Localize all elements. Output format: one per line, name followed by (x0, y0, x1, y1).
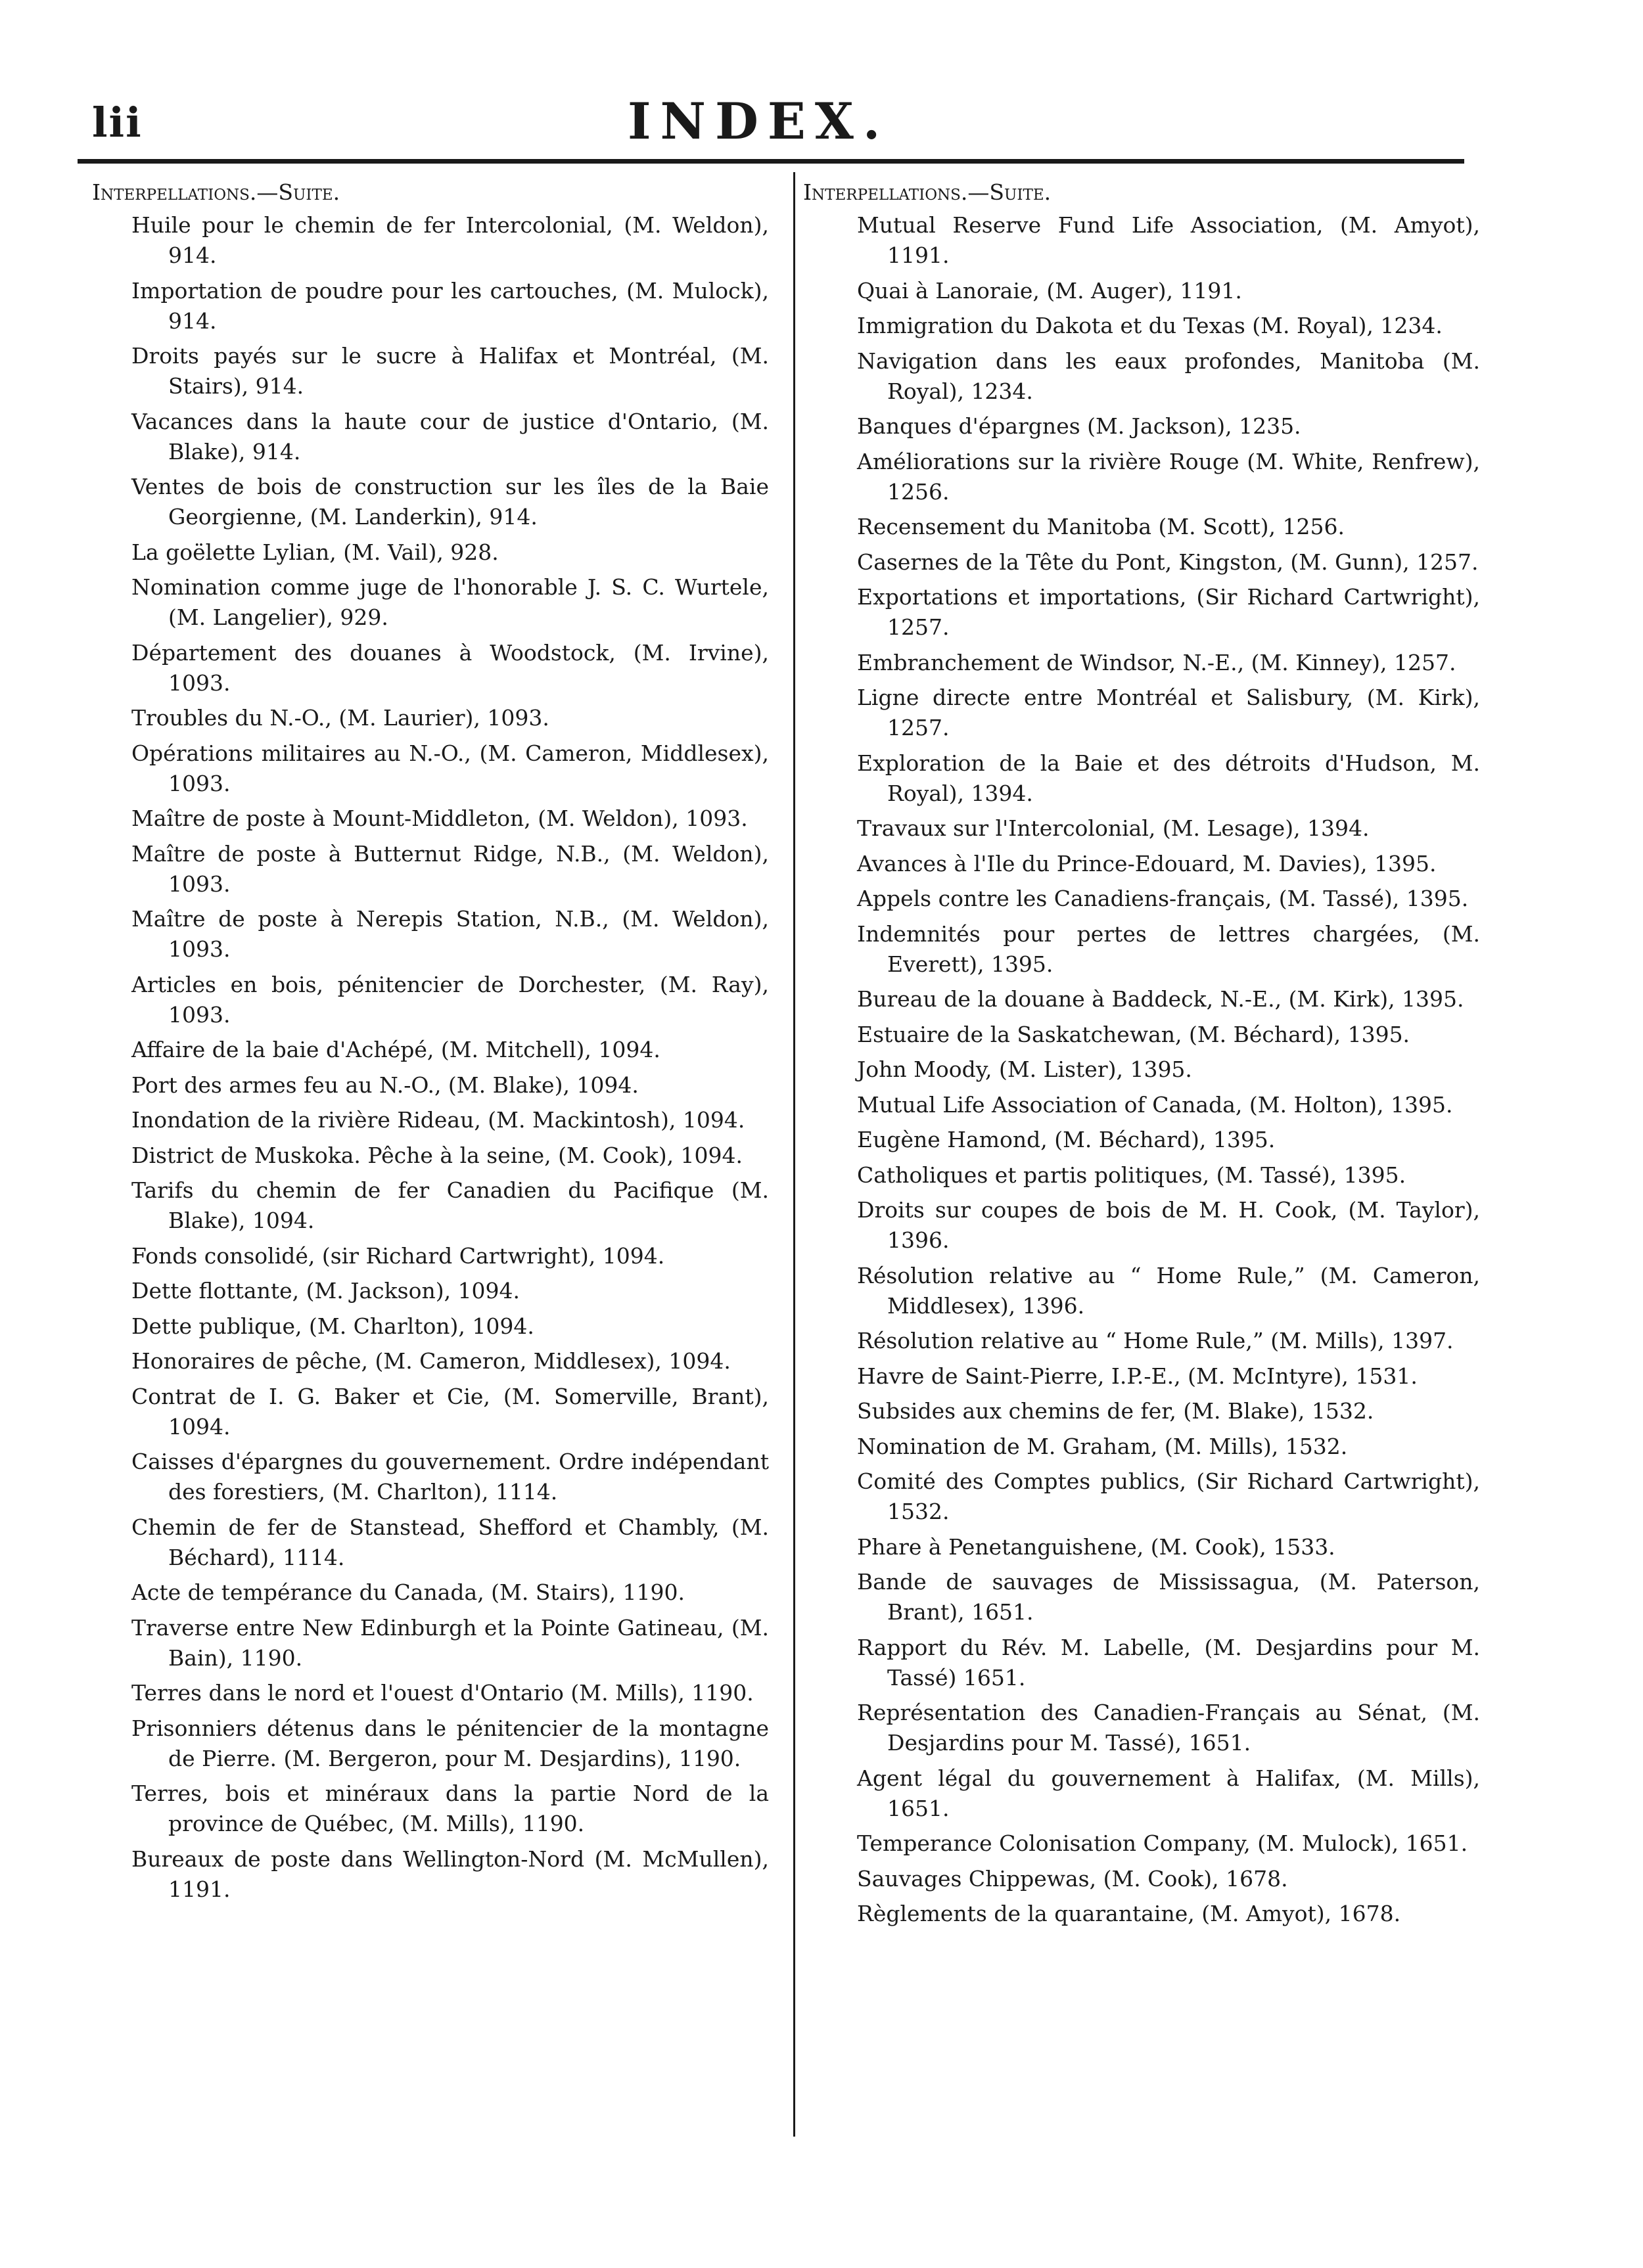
index-entry: Améliorations sur la rivière Rouge (M. White, Renfrew), 1256. (857, 448, 1480, 505)
index-entry: Ligne directe entre Montréal et Salisbury, (M. Kirk), 1257. (857, 685, 1480, 740)
index-entry: Mutual Life Association of Canada, (M. Holton), 1395. (857, 1091, 1453, 1118)
index-entry: Avances à l'Ile du Prince-Edouard, M. Davies), 1395. (857, 850, 1437, 876)
index-entry: Phare à Penetanguishene, (M. Cook), 1533. (857, 1533, 1335, 1560)
index-entry: Agent légal du gouvernement à Halifax, (M. Mills), 1651. (857, 1765, 1480, 1821)
index-entry: Droits sur coupes de bois de M. H. Cook, (M. Taylor), 1396. (857, 1197, 1480, 1253)
index-entry: Acte de tempérance du Canada, (M. Stairs), 1190. (131, 1579, 685, 1605)
index-entry: Estuaire de la Saskatchewan, (M. Béchard), 1395. (857, 1021, 1410, 1047)
index-entry: Vacances dans la haute cour de justice d'Ontario, (M. Blake), 914. (131, 408, 769, 465)
index-entry: Huile pour le chemin de fer Intercolonial, (M. Weldon), 914. (131, 212, 769, 268)
index-entry: Immigration du Dakota et du Texas (M. Royal), 1234. (857, 313, 1443, 338)
right-column-heading: Interpellations.—Suite. (803, 179, 1052, 205)
index-entry: Caisses d'épargnes du gouvernement. Ordre indépendant des forestiers, (M. Charlton), 1114. (131, 1449, 769, 1505)
index-entry: Navigation dans les eaux profondes, Manitoba (M. Royal), 1234. (857, 348, 1480, 404)
left-entry-list (92, 210, 769, 1905)
index-entry: Affaire de la baie d'Achépé, (M. Mitchell), 1094. (131, 1037, 660, 1062)
index-entry: Résolution relative au “ Home Rule,” (M. Cameron, Middlesex), 1396. (857, 1262, 1480, 1319)
header-rule (78, 159, 1464, 164)
index-entry: Articles en bois, pénitencier de Dorchester, (M. Ray), 1093. (131, 971, 769, 1028)
index-entry: Exportations et importations, (Sir Richard Cartwright), 1257. (857, 584, 1480, 640)
index-entry: Exploration de la Baie et des détroits d'Hudson, M. Royal), 1394. (857, 750, 1480, 806)
index-entry: Maître de poste à Mount-Middleton, (M. Weldon), 1093. (131, 805, 748, 831)
index-entry: Traverse entre New Edinburgh et la Pointe Gatineau, (M. Bain), 1190. (131, 1614, 769, 1671)
page-number: lii (92, 99, 143, 147)
index-entry: Sauvages Chippewas, (M. Cook), 1678. (857, 1865, 1288, 1892)
index-entry: Règlements de la quarantaine, (M. Amyot), 1678. (857, 1901, 1401, 1926)
index-entry: Mutual Reserve Fund Life Association, (M. Amyot), 1191. (857, 212, 1480, 268)
index-entry: Bureau de la douane à Baddeck, N.-E., (M. Kirk), 1395. (857, 986, 1464, 1012)
index-entry: Bande de sauvages de Mississagua, (M. Paterson, Brant), 1651. (857, 1569, 1480, 1625)
index-entry: Honoraires de pêche, (M. Cameron, Middlesex), 1094. (131, 1348, 731, 1374)
index-entry: Maître de poste à Butternut Ridge, N.B., (M. Weldon), 1093. (131, 840, 769, 897)
index-entry: Dette publique, (M. Charlton), 1094. (131, 1313, 534, 1339)
index-entry: Recensement du Manitoba (M. Scott), 1256. (857, 514, 1345, 539)
column-divider (793, 172, 795, 2137)
left-column-heading: Interpellations.—Suite. (92, 179, 340, 205)
index-entry: Inondation de la rivière Rideau, (M. Mackintosh), 1094. (131, 1107, 745, 1133)
index-entry: Temperance Colonisation Company, (M. Mulock), 1651. (857, 1830, 1468, 1856)
right-entry-list (803, 210, 1480, 1929)
index-entry: Quai à Lanoraie, (M. Auger), 1191. (857, 277, 1242, 304)
index-entry: District de Muskoka. Pêche à la seine, (M. Cook), 1094. (131, 1142, 743, 1168)
index-entry: Rapport du Rév. M. Labelle, (M. Desjardins pour M. Tassé) 1651. (857, 1634, 1480, 1690)
index-entry: Eugène Hamond, (M. Béchard), 1395. (857, 1127, 1276, 1152)
index-entry: Indemnités pour pertes de lettres chargées, (M. Everett), 1395. (857, 920, 1480, 977)
page-header (0, 0, 1643, 158)
index-entry: Banques d'épargnes (M. Jackson), 1235. (857, 413, 1301, 439)
right-column (803, 177, 1480, 1934)
index-entry: Importation de poudre pour les cartouches, (M. Mulock), 914. (131, 277, 769, 334)
index-entry: Appels contre les Canadiens-français, (M. Tassé), 1395. (857, 886, 1469, 911)
index-entry: Nomination de M. Graham, (M. Mills), 1532. (857, 1433, 1348, 1459)
index-entry: Bureaux de poste dans Wellington-Nord (M. McMullen), 1191. (131, 1846, 769, 1902)
index-entry: Droits payés sur le sucre à Halifax et Montréal, (M. Stairs), 914. (131, 343, 769, 399)
index-entry: Maître de poste à Nerepis Station, N.B., (M. Weldon), 1093. (131, 906, 769, 962)
index-entry: Terres dans le nord et l'ouest d'Ontario (M. Mills), 1190. (131, 1680, 754, 1706)
index-entry: Troubles du N.-O., (M. Laurier), 1093. (131, 705, 549, 731)
left-column (92, 177, 769, 1909)
index-entry: Comité des Comptes publics, (Sir Richard Cartwright), 1532. (857, 1468, 1480, 1524)
index-entry: Département des douanes à Woodstock, (M. Irvine), 1093. (131, 639, 769, 696)
index-entry: John Moody, (M. Lister), 1395. (857, 1056, 1192, 1082)
index-entry: Catholiques et partis politiques, (M. Tassé), 1395. (857, 1162, 1406, 1188)
index-entry: Tarifs du chemin de fer Canadien du Pacifique (M. Blake), 1094. (131, 1177, 769, 1233)
index-entry: Ventes de bois de construction sur les îles de la Baie Georgienne, (M. Landerkin), 914. (131, 474, 769, 530)
index-entry: Embranchement de Windsor, N.-E., (M. Kinney), 1257. (857, 649, 1456, 675)
index-entry: Chemin de fer de Stanstead, Shefford et Chambly, (M. Béchard), 1114. (131, 1514, 769, 1570)
index-entry: Contrat de I. G. Baker et Cie, (M. Somerville, Brant), 1094. (131, 1383, 769, 1440)
index-entry: Opérations militaires au N.-O., (M. Cameron, Middlesex), 1093. (131, 740, 769, 796)
index-entry: Fonds consolidé, (sir Richard Cartwright), 1094. (131, 1242, 665, 1269)
index-entry: Subsides aux chemins de fer, (M. Blake), 1532. (857, 1398, 1374, 1424)
page-title: INDEX. (628, 92, 890, 150)
index-entry: Résolution relative au “ Home Rule,” (M. Mills), 1397. (857, 1328, 1454, 1353)
index-entry: Havre de Saint-Pierre, I.P.-E., (M. McIntyre), 1531. (857, 1363, 1418, 1389)
index-entry: Travaux sur l'Intercolonial, (M. Lesage), 1394. (857, 815, 1370, 841)
index-entry: Nomination comme juge de l'honorable J. S. C. Wurtele, (M. Langelier), 929. (131, 574, 769, 630)
index-entry: Terres, bois et minéraux dans la partie Nord de la province de Québec, (M. Mills), 1190. (131, 1780, 769, 1836)
index-entry: Casernes de la Tête du Pont, Kingston, (M. Gunn), 1257. (857, 549, 1479, 575)
index-entry: Représentation des Canadien-Français au Sénat, (M. Desjardins pour M. Tassé), 1651. (857, 1700, 1480, 1756)
index-entry: Prisonniers détenus dans le pénitencier de la montagne de Pierre. (M. Bergeron, pour M. Desjardins), 1190. (131, 1715, 769, 1771)
index-entry: La goëlette Lylian, (M. Vail), 928. (131, 539, 499, 565)
index-entry: Dette flottante, (M. Jackson), 1094. (131, 1278, 521, 1304)
index-entry: Port des armes feu au N.-O., (M. Blake), 1094. (131, 1072, 639, 1098)
